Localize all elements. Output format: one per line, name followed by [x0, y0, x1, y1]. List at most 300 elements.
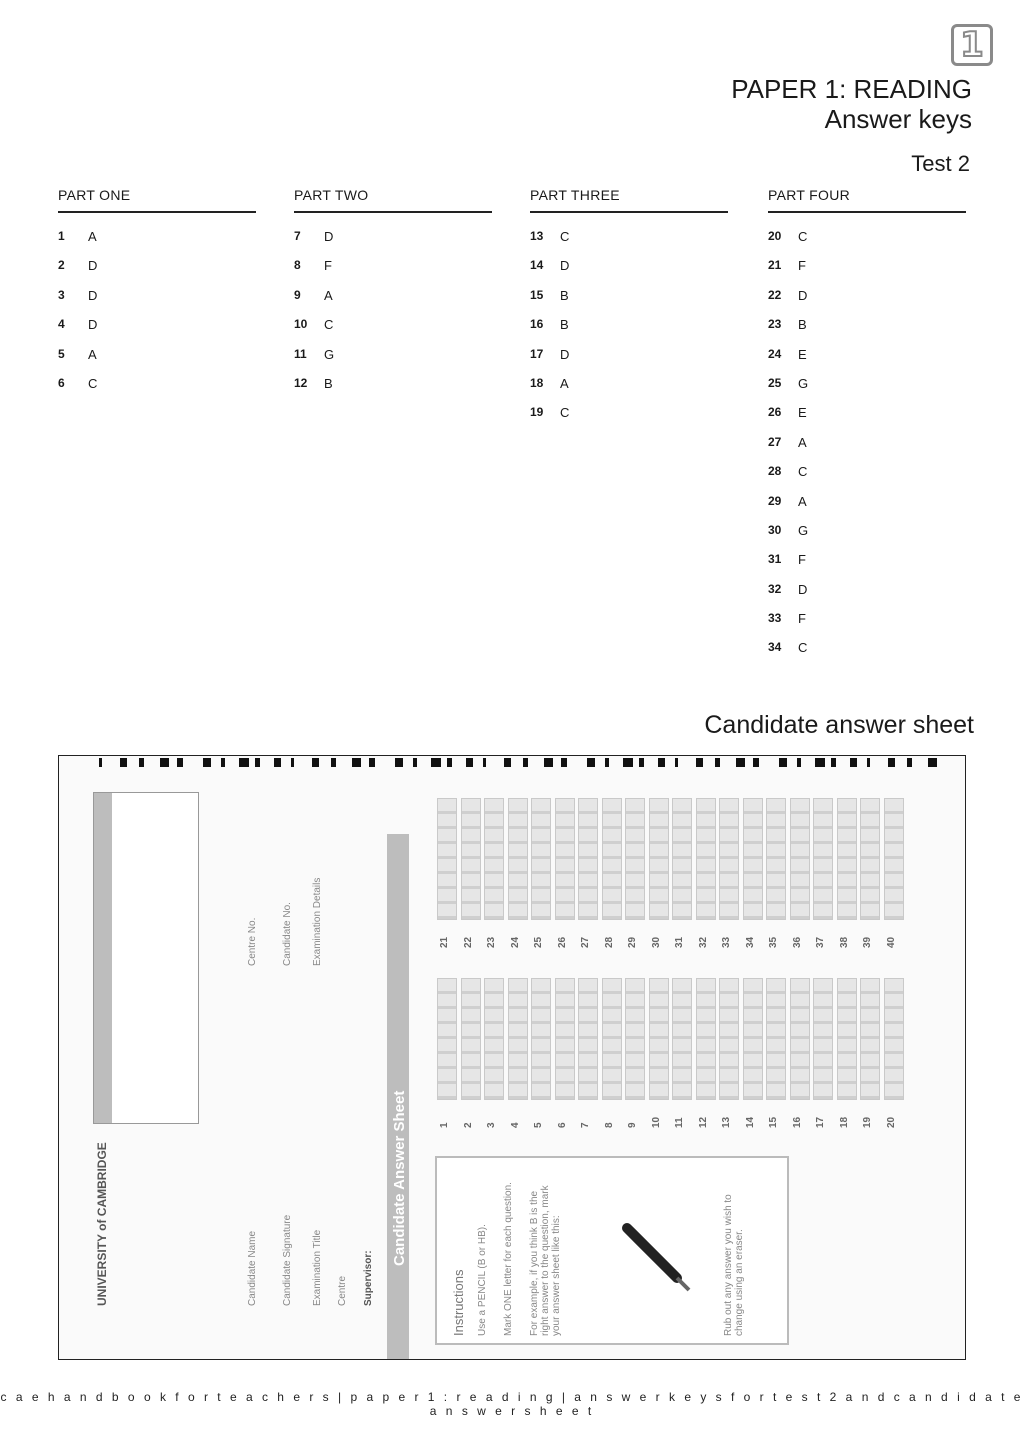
answer-row [768, 403, 966, 432]
answer-letter: A [798, 434, 807, 450]
timing-mark [120, 758, 127, 767]
timing-mark [797, 758, 801, 767]
bubble-question-number: 12 [697, 1116, 709, 1128]
answer-letter: B [560, 317, 569, 333]
field-candidate-name: Candidate Name [247, 1230, 258, 1306]
answer-letter: G [798, 522, 809, 538]
timing-mark [255, 758, 260, 767]
title-block [731, 74, 972, 134]
question-number: 28 [768, 464, 782, 479]
answer-row [58, 286, 256, 315]
question-number: 21 [768, 258, 782, 273]
question-number: 19 [530, 405, 544, 420]
answer-row [294, 227, 492, 256]
answer-letter: B [798, 317, 807, 333]
timing-mark [850, 758, 857, 767]
bubble-question-number: 23 [486, 936, 497, 948]
question-bubble-column [741, 798, 763, 998]
question-number: 29 [768, 493, 782, 508]
answer-letter: D [798, 581, 808, 597]
answer-letter: C [88, 375, 98, 391]
timing-mark [815, 758, 825, 767]
timing-mark [139, 758, 144, 767]
question-bubble-column [435, 978, 457, 1178]
answer-letter: F [798, 552, 806, 568]
answer-bubbles [437, 978, 457, 1100]
answer-letter: A [88, 229, 97, 244]
timing-mark [753, 758, 759, 767]
timing-mark [888, 758, 895, 767]
question-number: 20 [768, 229, 782, 243]
answer-bubbles [508, 798, 528, 920]
field-examination-details: Examination Details [312, 877, 323, 966]
answer-row [530, 315, 728, 344]
answer-row [768, 609, 966, 638]
instruction-example: For example, if you think B is the right answer to the question, mark your answer sheet like this: [529, 1185, 562, 1336]
sheet-details-panel [87, 786, 407, 1346]
answer-row [768, 256, 966, 285]
question-bubble-column [882, 798, 904, 998]
timing-mark [369, 758, 375, 767]
question-bubble-column [647, 798, 669, 998]
page-number-badge: 1 [951, 24, 993, 66]
question-bubble-column [764, 978, 786, 1178]
timing-mark [203, 758, 211, 767]
question-number: 16 [530, 317, 544, 332]
answer-bubbles [743, 798, 763, 920]
answer-bubbles [555, 798, 575, 920]
question-bubble-column [576, 978, 598, 1178]
answer-letter: F [798, 611, 806, 627]
question-bubble-column [553, 978, 575, 1178]
question-number: 34 [768, 640, 782, 655]
field-examination-title: Examination Title [312, 1229, 323, 1306]
timing-mark [395, 758, 403, 767]
bubble-question-number: 29 [627, 936, 638, 948]
answer-row [530, 227, 728, 256]
answer-letter: D [560, 346, 570, 362]
timing-mark [274, 758, 281, 767]
answer-bubbles [790, 978, 810, 1100]
question-bubble-column [670, 798, 692, 998]
answer-bubbles [461, 798, 481, 920]
answer-letter: A [88, 346, 97, 362]
answer-bubbles [437, 798, 457, 920]
field-candidate-no: Candidate No. [282, 902, 293, 966]
answer-letter: C [560, 229, 570, 244]
instruction-mark-one: Mark ONE letter for each question. [503, 1182, 514, 1336]
question-bubble-column [600, 978, 622, 1178]
answer-bubbles [484, 978, 504, 1100]
answer-bubbles [837, 798, 857, 920]
timing-marks [99, 758, 945, 768]
paper-subtitle: Answer keys [824, 104, 972, 134]
question-number: 4 [58, 317, 65, 332]
timing-mark [331, 758, 336, 767]
question-bubble-column [576, 798, 598, 998]
part-column-4 [768, 187, 966, 668]
question-bubble-column [670, 978, 692, 1178]
question-number: 6 [58, 375, 65, 390]
sheet-title: Candidate Answer Sheet [391, 1090, 408, 1266]
question-bubble-column [600, 798, 622, 998]
timing-mark [675, 758, 678, 767]
answer-bubbles [790, 798, 810, 920]
bubble-question-number: 16 [791, 1116, 803, 1128]
bubble-question-number: 24 [509, 936, 521, 948]
answer-row [58, 256, 256, 285]
bubble-question-number: 25 [533, 936, 544, 948]
timing-mark [867, 758, 870, 767]
question-bubble-column [482, 798, 504, 998]
timing-mark [715, 758, 720, 767]
answer-row [530, 345, 728, 374]
bubble-question-number: 14 [744, 1116, 756, 1128]
answer-bubbles [531, 798, 551, 920]
part-heading: PART THREE [530, 187, 728, 213]
question-bubble-column [435, 798, 457, 998]
question-number: 27 [768, 434, 782, 449]
timing-mark [312, 758, 319, 767]
answer-row [294, 315, 492, 344]
answer-row [768, 286, 966, 315]
question-bubble-column [694, 978, 716, 1178]
answer-letter: D [324, 229, 334, 244]
answer-row [768, 492, 966, 521]
timing-mark [447, 758, 452, 767]
answer-bubbles [602, 798, 622, 920]
question-bubble-column [717, 798, 739, 998]
instructions-box [435, 1156, 789, 1345]
bubble-question-number: 19 [862, 1116, 873, 1128]
answer-bubbles [602, 978, 622, 1100]
answer-letter: F [798, 258, 806, 274]
question-number: 33 [768, 611, 782, 626]
answer-bubbles [719, 798, 739, 920]
question-bubble-column [482, 978, 504, 1178]
answer-bubbles [884, 798, 904, 920]
question-bubble-column [623, 978, 645, 1178]
question-bubble-column [647, 978, 669, 1178]
answer-bubbles [696, 978, 716, 1100]
answer-bubbles [578, 978, 598, 1100]
timing-mark [413, 758, 417, 767]
bubble-question-number: 2 [462, 1122, 474, 1128]
part-column-1 [58, 187, 256, 403]
answer-row [294, 345, 492, 374]
answer-bubbles [625, 978, 645, 1100]
question-bubble-column [459, 798, 481, 998]
part-column-3 [530, 187, 728, 433]
answer-letter: A [324, 287, 333, 303]
part-heading: PART ONE [58, 187, 256, 213]
answer-row [768, 580, 966, 609]
timing-mark [239, 758, 249, 767]
answer-letter: G [324, 346, 335, 362]
question-number: 23 [768, 317, 782, 332]
answer-bubbles [860, 978, 880, 1100]
answer-letter: B [324, 375, 333, 391]
answer-row [294, 256, 492, 285]
answer-letter: B [560, 287, 569, 303]
field-supervisor: Supervisor: [363, 1250, 374, 1306]
question-number: 22 [768, 287, 782, 302]
answer-bubbles [860, 798, 880, 920]
question-bubble-column [694, 798, 716, 998]
part-heading: PART TWO [294, 187, 492, 213]
question-bubble-column [835, 978, 857, 1178]
answer-row [768, 462, 966, 491]
timing-mark [736, 758, 745, 767]
timing-mark [352, 758, 361, 767]
question-bubble-column [529, 978, 551, 1178]
question-bubble-column [811, 798, 833, 998]
answer-bubbles [625, 798, 645, 920]
bubble-question-number: 20 [885, 1116, 897, 1128]
timing-mark [587, 758, 595, 767]
bubble-question-number: 5 [533, 1122, 544, 1128]
answer-letter: C [798, 640, 808, 656]
question-bubble-column [882, 978, 904, 1178]
timing-mark [544, 758, 553, 767]
timing-mark [504, 758, 511, 767]
question-bubble-column [506, 978, 528, 1178]
bubble-question-number: 8 [603, 1122, 615, 1128]
question-bubble-column [811, 978, 833, 1178]
paper-title: PAPER 1: READING [731, 74, 972, 104]
answer-bubbles [743, 978, 763, 1100]
question-number: 8 [294, 258, 301, 273]
answer-row [530, 256, 728, 285]
question-number: 10 [294, 317, 308, 332]
answer-letter: A [560, 375, 569, 391]
bubble-question-number: 21 [439, 936, 450, 948]
bubble-question-number: 38 [838, 936, 850, 948]
answer-letter: E [798, 405, 807, 421]
answer-row [768, 374, 966, 403]
question-bubble-column [741, 978, 763, 1178]
answer-letter: C [798, 464, 808, 480]
timing-mark [928, 758, 937, 767]
answer-letter: D [798, 287, 808, 303]
timing-mark [99, 758, 102, 767]
shaded-name-box [93, 792, 199, 1124]
answer-bubbles [672, 798, 692, 920]
question-bubble-column [459, 978, 481, 1178]
bubble-question-number: 4 [509, 1122, 521, 1128]
question-number: 17 [530, 346, 544, 361]
question-number: 11 [294, 346, 307, 361]
answer-bubbles [672, 978, 692, 1100]
bubble-question-number: 1 [439, 1122, 450, 1128]
field-centre: Centre [337, 1275, 348, 1306]
bubble-question-number: 40 [885, 936, 897, 948]
bubble-question-number: 9 [627, 1122, 638, 1128]
answer-row [58, 227, 256, 256]
instructions-title: Instructions [451, 1269, 466, 1336]
bubble-question-number: 7 [580, 1122, 591, 1128]
answer-letter: D [88, 287, 98, 303]
university-logo-text: UNIVERSITY of CAMBRIDGE [95, 1142, 109, 1306]
question-bubble-column [623, 798, 645, 998]
bubble-question-number: 39 [862, 936, 873, 948]
question-number: 13 [530, 229, 544, 243]
pencil-icon [617, 1218, 707, 1298]
answer-letter: D [88, 258, 98, 274]
bubble-question-number: 18 [838, 1116, 850, 1128]
answer-bubbles [813, 798, 833, 920]
question-bubble-column [858, 978, 880, 1178]
answer-bubbles [484, 798, 504, 920]
answer-bubbles [508, 978, 528, 1100]
bubble-question-number: 31 [674, 936, 685, 948]
answer-row [294, 286, 492, 315]
answer-bubbles [531, 978, 551, 1100]
answer-row [58, 315, 256, 344]
timing-mark [160, 758, 169, 767]
timing-mark [177, 758, 183, 767]
bubble-question-number: 36 [791, 936, 803, 948]
timing-mark [466, 758, 473, 767]
instruction-rub-out: Rub out any answer you wish to change using an eraser. [723, 1194, 745, 1336]
question-number: 32 [768, 581, 782, 596]
page-footer: c a e h a n d b o o k f o r t e a c h e r s | p a p e r 1 : r e a d i n g | a n s w e r k e y s f o r t e s t 2 a n d c a n d i d a t e a n s w e r s h e e t [0, 1390, 1024, 1418]
answer-row [768, 550, 966, 579]
timing-mark [291, 758, 294, 767]
question-bubble-column [717, 978, 739, 1178]
candidate-answer-sheet-image [58, 755, 966, 1360]
question-bubble-column [506, 798, 528, 998]
bubble-question-number: 34 [744, 936, 756, 948]
bubble-question-number: 17 [815, 1116, 826, 1128]
question-number: 26 [768, 405, 782, 420]
answer-letter: A [798, 493, 807, 509]
bubble-question-number: 15 [768, 1116, 779, 1128]
question-bubble-column [529, 798, 551, 998]
question-number: 24 [768, 346, 782, 361]
bubble-question-number: 35 [768, 936, 779, 948]
answer-bubbles [884, 978, 904, 1100]
answer-letter: E [798, 346, 807, 362]
part-column-2 [294, 187, 492, 403]
answer-bubbles [719, 978, 739, 1100]
answer-bubbles [766, 798, 786, 920]
answer-row [768, 521, 966, 550]
answer-row [58, 345, 256, 374]
answer-bubbles [461, 978, 481, 1100]
answer-row [530, 403, 728, 432]
bubble-question-number: 28 [603, 936, 615, 948]
part-heading: PART FOUR [768, 187, 966, 213]
answer-bubbles [555, 978, 575, 1100]
answer-bubbles [813, 978, 833, 1100]
timing-mark [696, 758, 703, 767]
answer-row [530, 286, 728, 315]
question-number: 2 [58, 258, 65, 273]
answer-bubbles [837, 978, 857, 1100]
answer-bubbles [649, 798, 669, 920]
answer-letter: D [88, 317, 98, 333]
question-bubble-column [788, 978, 810, 1178]
question-number: 25 [768, 375, 782, 390]
question-number: 30 [768, 522, 782, 537]
bubble-question-number: 26 [556, 936, 568, 948]
question-number: 7 [294, 229, 301, 243]
question-bubble-column [553, 798, 575, 998]
question-number: 31 [768, 552, 782, 567]
answer-letter: D [560, 258, 570, 274]
question-number: 9 [294, 287, 301, 302]
answer-letter: C [560, 405, 570, 421]
bubble-question-number: 32 [697, 936, 709, 948]
timing-mark [483, 758, 486, 767]
answer-bubbles [578, 798, 598, 920]
question-number: 1 [58, 229, 65, 243]
bubble-question-number: 37 [815, 936, 826, 948]
answer-bubbles [696, 798, 716, 920]
question-bubble-column [764, 798, 786, 998]
bubble-question-number: 10 [650, 1116, 662, 1128]
answer-bubbles [766, 978, 786, 1100]
bubble-question-number: 33 [721, 936, 732, 948]
answer-sheet-heading: Candidate answer sheet [704, 711, 974, 739]
answer-letter: C [324, 317, 334, 333]
timing-mark [561, 758, 567, 767]
question-number: 3 [58, 287, 65, 302]
timing-mark [221, 758, 225, 767]
instruction-pencil: Use a PENCIL (B or HB). [477, 1224, 488, 1336]
field-centre-no: Centre No. [247, 917, 258, 966]
answer-letter: C [798, 229, 808, 244]
timing-mark [639, 758, 644, 767]
answer-row [294, 374, 492, 403]
timing-mark [431, 758, 441, 767]
answer-letter: F [324, 258, 332, 274]
bubble-question-number: 11 [674, 1117, 685, 1128]
answer-row [58, 374, 256, 403]
question-number: 5 [58, 346, 65, 361]
timing-mark [907, 758, 912, 767]
test-label: Test 2 [911, 151, 970, 176]
timing-mark [779, 758, 787, 767]
bubble-question-number: 30 [650, 936, 662, 948]
bubble-question-number: 13 [721, 1116, 732, 1128]
answer-bubbles [649, 978, 669, 1100]
bubble-question-number: 27 [580, 936, 591, 948]
question-number: 14 [530, 258, 544, 273]
question-number: 18 [530, 375, 544, 390]
timing-mark [623, 758, 633, 767]
bubble-question-number: 22 [462, 936, 474, 948]
answer-row [768, 638, 966, 667]
question-bubble-column [858, 798, 880, 998]
question-bubble-column [835, 798, 857, 998]
bubble-question-number: 6 [556, 1122, 568, 1128]
name-box-strip [94, 793, 112, 1123]
answer-row [768, 315, 966, 344]
answer-row [768, 345, 966, 374]
bubble-question-number: 3 [486, 1122, 497, 1128]
timing-mark [831, 758, 836, 767]
answer-row [768, 227, 966, 256]
field-candidate-signature: Candidate Signature [282, 1214, 293, 1306]
answer-row [768, 433, 966, 462]
question-bubble-column [788, 798, 810, 998]
timing-mark [658, 758, 665, 767]
timing-mark [523, 758, 528, 767]
answer-letter: G [798, 375, 809, 391]
question-number: 15 [530, 287, 544, 302]
